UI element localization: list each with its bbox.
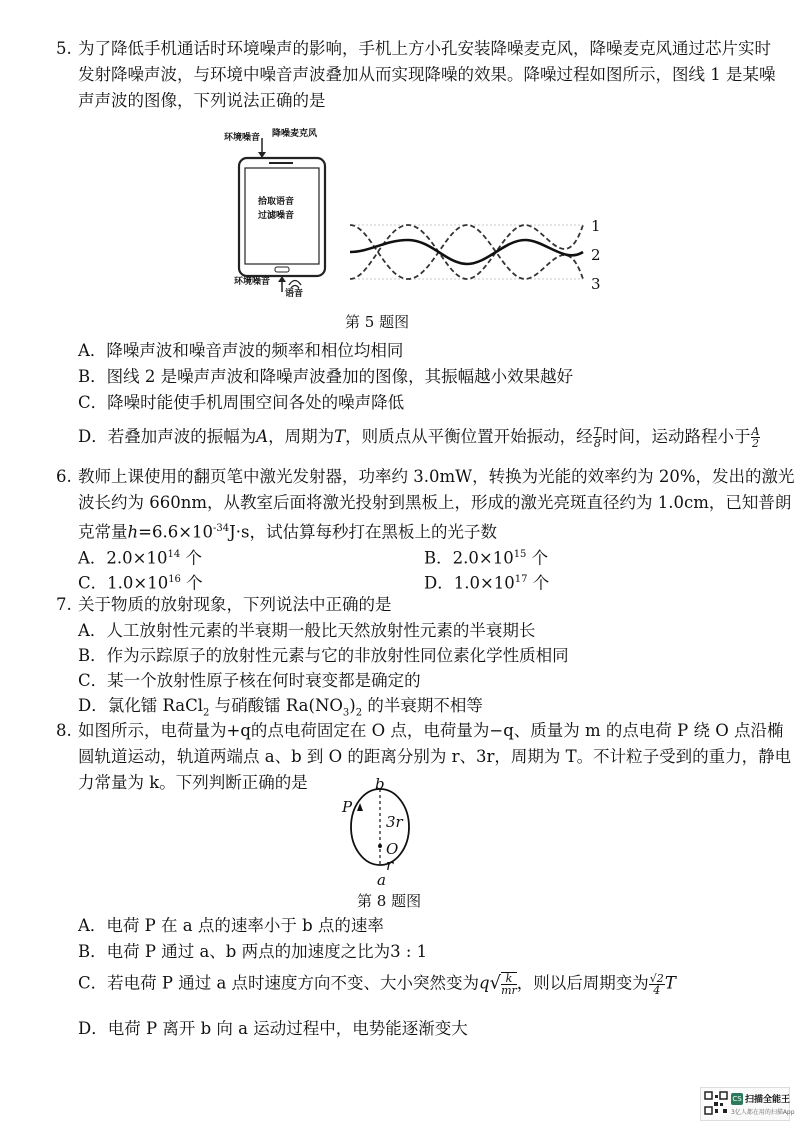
q5-curve-label-2: 2 (591, 246, 601, 264)
q8-label-p: P (342, 798, 353, 816)
q8-option-c: C．若电荷 P 通过 a 点时速度方向不变、大小突然变为q√ $\frac{k}{mr}$ ，则以后周期变为 $\frac{√2}{4}$ T (78, 971, 676, 997)
fraction-k-over-mr: $\frac{k}{mr}$ (501, 972, 517, 997)
q6-stem-line-1: 教师上课使用的翻页笔中激光发射器，功率约 3.0mW，转换为光能的效率约为 20%，发出的激光 (78, 467, 795, 486)
q6-option-d: D．$1.0\times 10^{17}$ 个 (424, 573, 550, 593)
scanner-title: 扫描全能王 (745, 1095, 791, 1105)
q5-stem-line-1: 为了降低手机通话时环境噪声的影响，手机上方小孔安装降噪麦克风，降噪麦克风通过芯片实时 (78, 39, 771, 58)
q8-option-a: A．电荷 P 在 a 点的速率小于 b 点的速率 (78, 916, 384, 935)
q8-stem-line-1: 如图所示，电荷量为+q的点电荷固定在 O 点，电荷量为−q、质量为 m 的点电荷 P 绕 O 点沿椭 (78, 721, 784, 740)
wave-curve-3 (350, 225, 583, 279)
q5-option-a: A．降噪声波和噪音声波的频率和相位均相同 (78, 341, 404, 360)
q5-label-mic: 降噪麦克风 (272, 129, 318, 139)
q5-label-env-noise-bottom: 环境噪音 (234, 277, 271, 287)
q7-option-a: A．人工放射性元素的半衰期一般比天然放射性元素的半衰期长 (78, 621, 536, 640)
q5-stem-line-2: 发射降噪声波，与环境中噪音声波叠加从而实现降噪的效果。降噪过程如图所示，图线 1 是某噪 (78, 65, 776, 84)
q7-option-c: C．某一个放射性原子核在何时衰变都是确定的 (78, 671, 421, 690)
q8-option-d: D．电荷 P 离开 b 向 a 运动过程中，电势能逐渐变大 (78, 1019, 468, 1038)
q6-stem-line-2: 波长约为 660nm，从教室后面将激光投射到黑板上，形成的激光亮斑直径约为 1.0cm，已知普朗 (78, 493, 792, 512)
q6-option-c: C．$1.0\times 10^{16}$ 个 (78, 573, 203, 593)
q5-option-b: B．图线 2 是噪声声波和降噪声波叠加的图像，其振幅越小效果越好 (78, 367, 574, 386)
q5-curve-label-3: 3 (591, 275, 601, 293)
q5-label-env-noise-top: 环境噪音 (224, 133, 261, 143)
wave-curve-2 (350, 240, 583, 264)
q5-number: 5. (56, 39, 72, 58)
wave-curve-1 (350, 225, 583, 279)
fraction-a-over-2: $\frac{A}{2}$ (751, 425, 760, 450)
fraction-sqrt2-over-4: $\frac{√2}{4}$ (649, 971, 664, 997)
q6-option-b: B．$2.0\times 10^{15}$ 个 (424, 548, 549, 568)
fraction-t-over-8: $\frac{T}{8}$ (593, 425, 602, 450)
q8-caption: 第 8 题图 (357, 892, 422, 910)
scanner-subtitle: 3亿人都在用的扫描App (731, 1109, 795, 1116)
q8-number: 8. (56, 721, 72, 740)
scanner-watermark (700, 1087, 795, 1121)
q8-stem-line-2: 圆轨道运动，轨道两端点 a、b 到 O 的距离分别为 r、3r，周期为 T。不计粒子受到的重力，静电 (78, 747, 792, 766)
q8-label-3r: 3r (386, 813, 403, 831)
qr-code-icon (704, 1091, 728, 1115)
q8-stem-line-3: 力常量为 k。下列判断正确的是 (78, 773, 308, 792)
q5-curve-label-1: 1 (591, 217, 601, 235)
q5-caption: 第 5 题图 (345, 313, 410, 331)
q8-option-b: B．电荷 P 通过 a、b 两点的加速度之比为3 : 1 (78, 942, 428, 961)
q5-stem-line-3: 声声波的图像，下列说法正确的是 (78, 91, 326, 110)
q8-label-b: b (375, 775, 385, 793)
q5-option-d: D．若叠加声波的振幅为A，周期为T，则质点从平衡位置开始振动，经 $\frac{T}{8}$ 时间，运动路程小于 $\frac{A}{2}$ (78, 425, 760, 450)
q7-option-b: B．作为示踪原子的放射性元素与它的非放射性同位素化学性质相同 (78, 646, 569, 665)
q6-stem-line-3: 克常量$h=6.6\times 10^{-34}J\cdot s$，试估算每秒打在黑板上的光子数 (78, 522, 497, 542)
q8-label-r: r (386, 856, 394, 874)
camscanner-logo-icon: CS (732, 1095, 742, 1103)
q5-option-c: C．降噪时能使手机周围空间各处的噪声降低 (78, 393, 405, 412)
q6-option-a: A．$2.0\times 10^{14}$ 个 (78, 548, 202, 568)
q7-stem: 关于物质的放射现象，下列说法中正确的是 (78, 595, 392, 614)
q5-screen-text-2: 过滤噪音 (258, 211, 295, 221)
q8-label-a: a (377, 871, 386, 889)
q5-screen-text-1: 拾取语音 (258, 197, 295, 207)
q5-wave-figure (345, 212, 600, 292)
q8-label-o: O (386, 840, 399, 858)
q5-label-voice: 语音 (285, 289, 304, 299)
q7-number: 7. (56, 595, 72, 614)
q7-option-d: D．氯化镭 RaCl$_2$ 与硝酸镭 $Ra(NO_3)_2$ 的半衰期不相等 (78, 696, 483, 719)
q6-number: 6. (56, 467, 72, 486)
